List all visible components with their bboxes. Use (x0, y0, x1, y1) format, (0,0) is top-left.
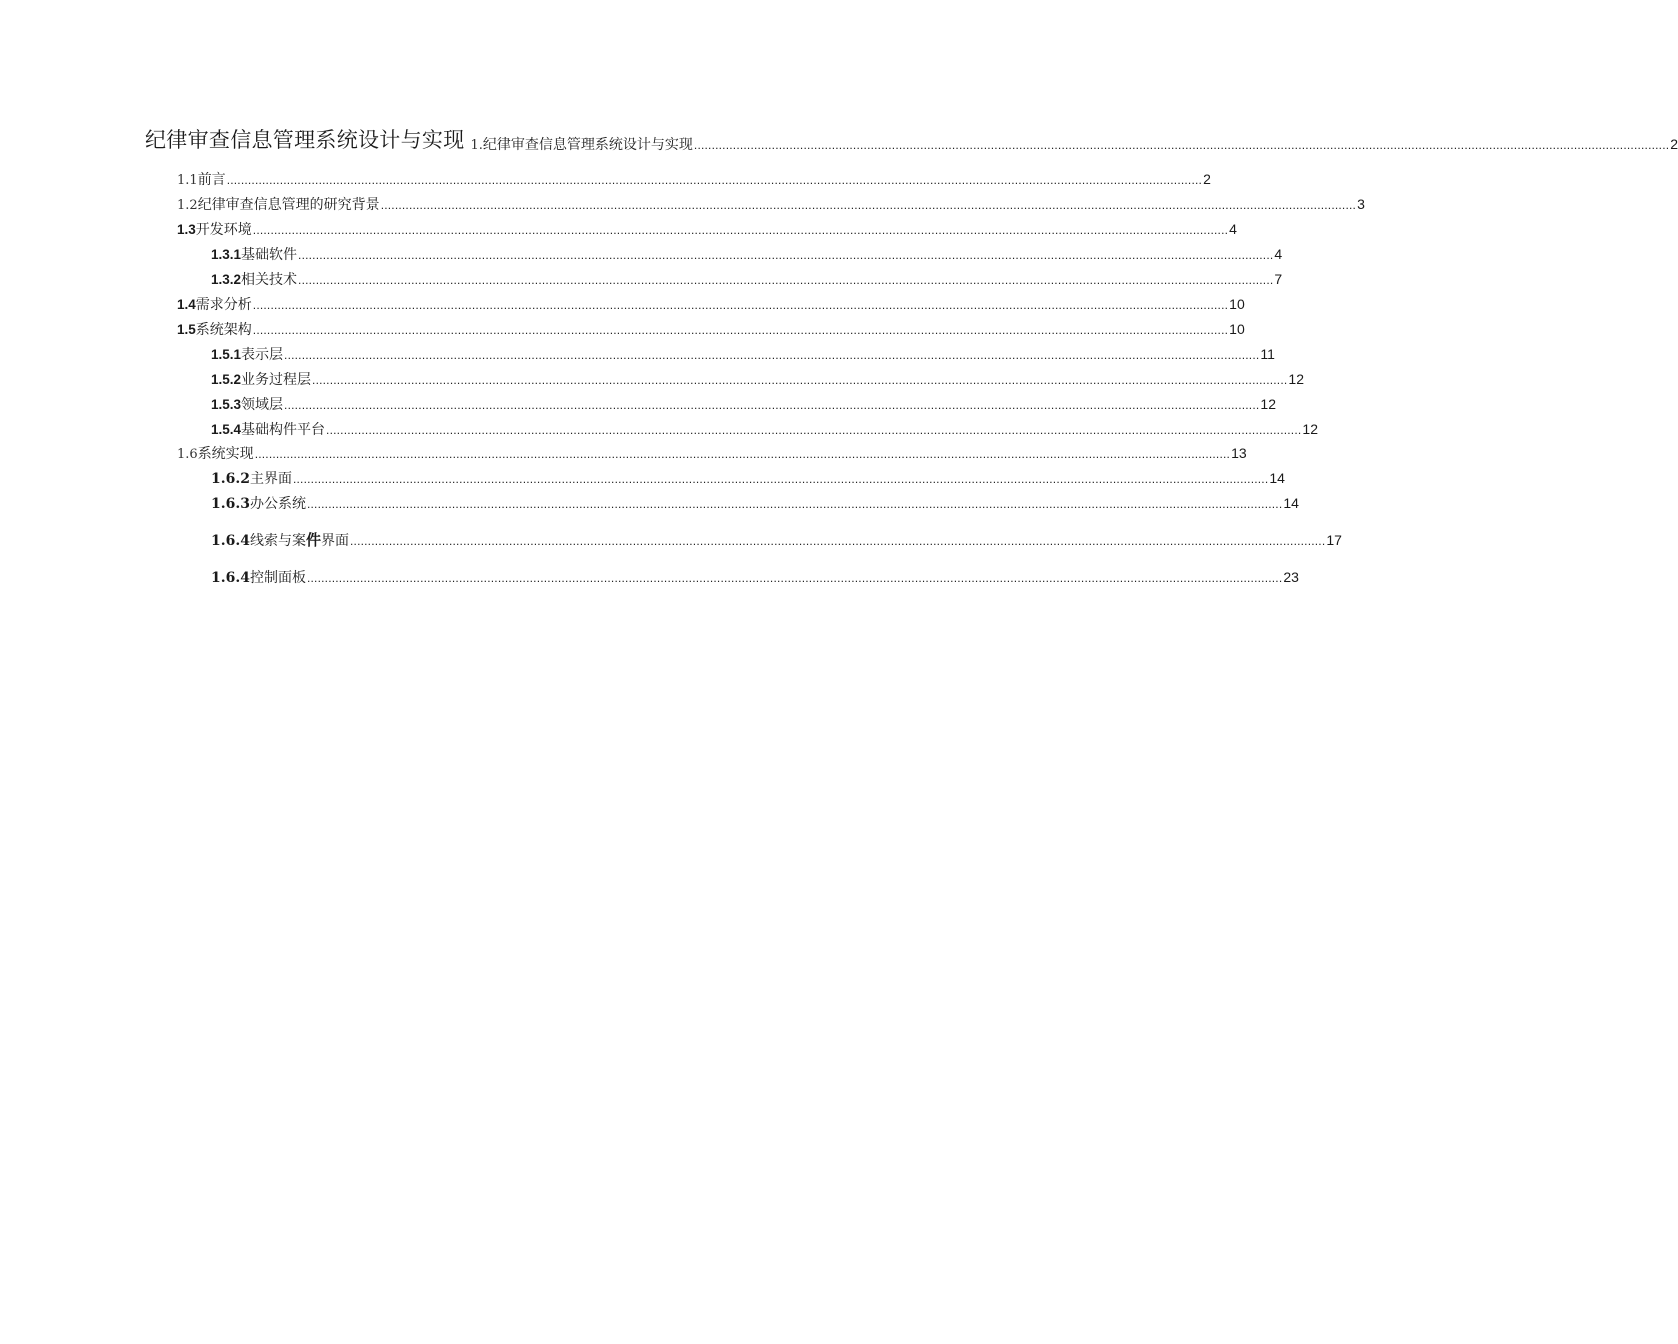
toc-entry-label: 表示层 (241, 347, 284, 363)
toc-entry-page: 4 (1229, 221, 1237, 237)
toc-leader-dots (326, 421, 1301, 439)
toc-entry-label: 领域层 (241, 397, 284, 413)
toc-entry-number: 1.5.2 (211, 372, 242, 387)
toc-entry[interactable] (177, 295, 1245, 313)
toc-entry-label: 基础软件 (241, 247, 298, 263)
toc-entry-number: 1.6 (177, 447, 198, 462)
toc-leader-dots (293, 470, 1268, 488)
toc-entry-number: 1.5 (177, 322, 196, 337)
toc-entry[interactable] (211, 420, 1318, 438)
toc-entry[interactable] (177, 444, 1247, 462)
toc-leader-dots (253, 321, 1228, 339)
toc-entry-page: 23 (1283, 569, 1299, 585)
toc-leader-dots (253, 296, 1228, 314)
toc-entry-page: 12 (1288, 371, 1304, 387)
document-title: 纪律审查信息管理系统设计与实现 (145, 128, 465, 152)
toc-entry-label-part: 线索与案 (249, 533, 306, 549)
title-line (145, 123, 1678, 153)
toc-entry-page: 14 (1269, 470, 1285, 486)
toc-entry[interactable] (211, 469, 1285, 487)
toc-entry-number: 1.6.3 (211, 496, 250, 512)
toc-entry-label-part: 件 (305, 532, 321, 549)
toc-entry-page: 11 (1260, 346, 1275, 362)
toc-entry-page: 13 (1231, 445, 1247, 461)
toc-entry-number: 1.3.1 (211, 247, 242, 262)
toc-entry[interactable] (211, 395, 1276, 413)
toc-entry[interactable] (211, 531, 1342, 549)
toc-entry-label: 相关技术 (241, 272, 298, 288)
toc-entry-label: 纪律审查信息管理的研究背景 (197, 197, 380, 213)
toc-entry-page: 4 (1274, 246, 1283, 262)
toc-entry-number: 1.5.1 (211, 347, 242, 362)
toc-entry-number: 1.6.4 (211, 533, 250, 549)
toc-entry-number: 1.1 (177, 173, 198, 188)
toc-entry-label: 基础构件平台 (241, 422, 326, 438)
toc-entry-label: 系统实现 (197, 446, 254, 462)
toc-entry[interactable] (177, 195, 1365, 213)
toc-leader-dots (307, 495, 1282, 513)
toc-entry[interactable] (471, 135, 1678, 153)
toc-entry[interactable] (211, 568, 1299, 586)
toc-entry-number: 1.3.2 (211, 272, 242, 287)
toc-entry-page: 10 (1229, 321, 1245, 337)
toc-entry-number: 1.6.2 (211, 471, 250, 487)
toc-entry-label: 前言 (197, 172, 226, 188)
toc-leader-dots (312, 371, 1287, 389)
toc-entry-number: 1. (470, 138, 483, 153)
toc-entry[interactable] (177, 320, 1245, 338)
toc-leader-dots (255, 445, 1230, 463)
toc-entry[interactable] (211, 270, 1283, 288)
toc-leader-dots (284, 396, 1259, 414)
toc-entry-label: 需求分析 (195, 297, 252, 313)
toc-leader-dots (694, 136, 1669, 154)
toc-entry[interactable] (177, 220, 1237, 238)
toc-entry-page: 2 (1670, 136, 1678, 152)
toc-entry-label: 办公系统 (249, 496, 306, 512)
toc-leader-dots (227, 171, 1202, 189)
toc-entry-number: 1.3 (177, 222, 196, 237)
toc-leader-dots (350, 532, 1325, 550)
toc-entry-label (250, 532, 349, 550)
toc-entry-label: 主界面 (249, 471, 292, 487)
toc-entry-page: 7 (1274, 271, 1283, 287)
toc-entry-label: 业务过程层 (241, 372, 312, 388)
toc-leader-dots (307, 569, 1282, 587)
toc-entry-label: 纪律审查信息管理系统设计与实现 (482, 137, 693, 153)
toc-entry-label: 系统架构 (195, 322, 252, 338)
toc-leader-dots (298, 246, 1273, 264)
toc-entry[interactable] (211, 370, 1304, 388)
toc-leader-dots (298, 271, 1273, 289)
toc-entry-label: 控制面板 (249, 570, 306, 586)
toc-entry-number: 1.5.3 (211, 397, 242, 412)
toc-entry-number: 1.5.4 (211, 422, 242, 437)
toc-entry[interactable] (211, 245, 1283, 263)
toc-entry[interactable] (177, 170, 1211, 188)
toc-entry-number: 1.4 (177, 297, 196, 312)
toc-entry-page: 10 (1229, 296, 1245, 312)
toc-entry-label-part: 界面 (321, 533, 349, 549)
toc-entry-page: 12 (1302, 421, 1318, 437)
toc-entry-number: 1.6.4 (211, 570, 250, 586)
toc-entry-label: 开发环境 (195, 222, 252, 238)
toc-leader-dots (284, 346, 1259, 364)
toc-entry[interactable] (211, 345, 1275, 363)
toc-entry-page: 2 (1203, 171, 1211, 187)
toc-leader-dots (381, 196, 1356, 214)
toc-entry-page: 14 (1283, 495, 1299, 511)
toc-entry[interactable] (211, 494, 1299, 512)
toc-entry-page: 17 (1326, 532, 1342, 548)
toc-entry-page: 12 (1260, 396, 1276, 412)
toc-entry-number: 1.2 (177, 198, 198, 213)
toc-entry-page: 3 (1357, 196, 1365, 212)
toc-leader-dots (253, 221, 1228, 239)
